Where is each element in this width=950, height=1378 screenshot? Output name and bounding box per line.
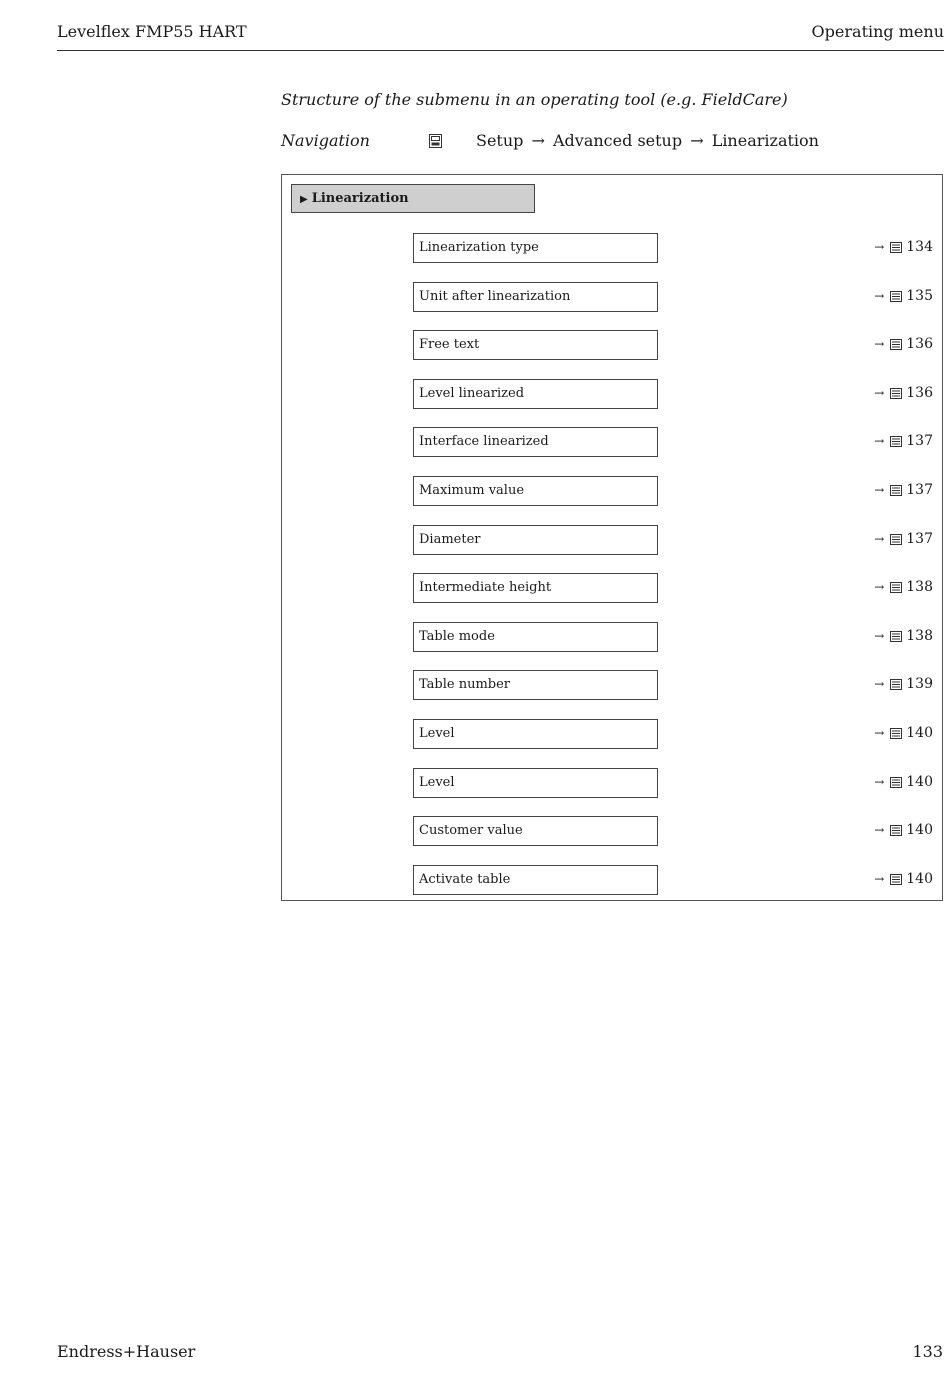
reference-arrow-icon: → (874, 580, 885, 595)
page-reference-icon (890, 725, 906, 741)
submenu-title-box (291, 184, 535, 213)
parameter-name-box: Diameter (413, 525, 658, 555)
parameter-row (413, 719, 933, 749)
page-reference[interactable] (874, 288, 933, 304)
parameter-name-box: Table mode (413, 622, 658, 652)
reference-arrow-icon: → (874, 726, 885, 740)
navigation-path (476, 131, 819, 150)
page-reference[interactable] (874, 628, 933, 644)
page-reference-icon (890, 531, 906, 547)
parameter-row (413, 379, 933, 409)
page-reference-icon (890, 774, 906, 790)
submenu-marker-icon: ▶ (300, 194, 308, 205)
page-reference-icon (890, 822, 906, 838)
page-reference-icon (890, 482, 906, 498)
parameter-name-box: Intermediate height (413, 573, 658, 603)
reference-arrow-icon: → (874, 288, 885, 303)
page-reference[interactable] (874, 822, 933, 838)
header-section-name: Operating menu (811, 22, 944, 41)
page-reference[interactable] (874, 336, 933, 352)
parameter-name-box: Interface linearized (413, 427, 658, 457)
reference-arrow-icon: → (874, 240, 885, 254)
parameter-name-box: Free text (413, 330, 658, 360)
parameter-name-box: Table number (413, 670, 658, 700)
page-reference-icon (890, 385, 906, 401)
submenu-title: Linearization (311, 191, 409, 206)
page-reference-number: 140 (906, 870, 933, 887)
page-reference-icon (890, 288, 906, 304)
reference-arrow-icon: → (874, 531, 885, 546)
reference-arrow-icon: → (874, 677, 885, 692)
page-reference-icon (890, 433, 906, 449)
reference-arrow-icon: → (874, 385, 885, 400)
reference-arrow-icon: → (874, 774, 885, 789)
footer-brand: Endress+Hauser (57, 1342, 196, 1361)
parameter-name-box: Level linearized (413, 379, 658, 409)
page-reference-number: 136 (906, 336, 933, 353)
parameter-row (413, 670, 933, 700)
reference-arrow-icon: → (874, 628, 885, 643)
reference-arrow-icon: → (874, 823, 885, 838)
parameter-row (413, 427, 933, 457)
parameter-name-box: Level (413, 719, 658, 749)
reference-arrow-icon: → (874, 337, 885, 352)
page-reference-number: 134 (906, 239, 933, 255)
parameter-row (413, 233, 933, 263)
page-reference[interactable] (874, 871, 933, 887)
parameter-row (413, 525, 933, 555)
page-reference-icon (890, 336, 906, 352)
nav-path-separator: → (690, 131, 704, 150)
parameter-row (413, 282, 933, 312)
page-reference[interactable] (874, 239, 933, 255)
page-reference-number: 136 (906, 384, 933, 401)
parameter-name-box: Linearization type (413, 233, 658, 263)
page-reference-number: 140 (906, 822, 933, 839)
page-reference[interactable] (874, 725, 933, 741)
parameter-row (413, 768, 933, 798)
page-reference-icon (890, 676, 906, 692)
page-reference[interactable] (874, 579, 933, 595)
parameter-row (413, 573, 933, 603)
submenu-structure-frame (281, 174, 943, 901)
page-reference-icon (890, 628, 906, 644)
figure-caption: Structure of the submenu in an operating tool (e.g. FieldCare) (281, 90, 788, 109)
page-reference-number: 140 (906, 725, 933, 741)
reference-arrow-icon: → (874, 871, 885, 886)
page-reference-number: 138 (906, 579, 933, 596)
page-reference-number: 137 (906, 530, 933, 547)
footer-page-number: 133 (912, 1342, 943, 1361)
reference-arrow-icon: → (874, 434, 885, 449)
parameter-row (413, 816, 933, 846)
parameter-row (413, 865, 933, 895)
page-reference-icon (890, 871, 906, 887)
page-reference-number: 135 (906, 287, 933, 304)
nav-path-separator: → (531, 131, 545, 150)
page-reference[interactable] (874, 433, 933, 449)
parameter-name-box: Unit after linearization (413, 282, 658, 312)
parameter-name-box: Maximum value (413, 476, 658, 506)
nav-path-step-setup: Setup (476, 131, 524, 150)
page-reference[interactable] (874, 676, 933, 692)
page-reference-icon (890, 239, 906, 255)
navigation-label: Navigation (281, 131, 370, 150)
page-reference[interactable] (874, 385, 933, 401)
parameter-name-box: Level (413, 768, 658, 798)
nav-path-step-linearization: Linearization (711, 131, 819, 150)
page-reference[interactable] (874, 774, 933, 790)
parameter-row (413, 476, 933, 506)
parameter-row (413, 330, 933, 360)
page-reference-icon (890, 579, 906, 595)
page-reference-number: 139 (906, 676, 933, 693)
page-reference-number: 137 (906, 433, 933, 450)
header-product-name: Levelflex FMP55 HART (57, 22, 247, 41)
page-reference-number: 137 (906, 482, 933, 498)
nav-path-step-advanced-setup: Advanced setup (553, 131, 683, 150)
page-header (57, 20, 944, 51)
operating-tool-icon (429, 133, 442, 147)
page-reference[interactable] (874, 531, 933, 547)
page-reference[interactable] (874, 482, 933, 498)
parameter-name-box: Customer value (413, 816, 658, 846)
page-reference-number: 138 (906, 627, 933, 644)
parameter-name-box: Activate table (413, 865, 658, 895)
page-reference-number: 140 (906, 773, 933, 790)
parameter-row (413, 622, 933, 652)
reference-arrow-icon: → (874, 483, 885, 497)
